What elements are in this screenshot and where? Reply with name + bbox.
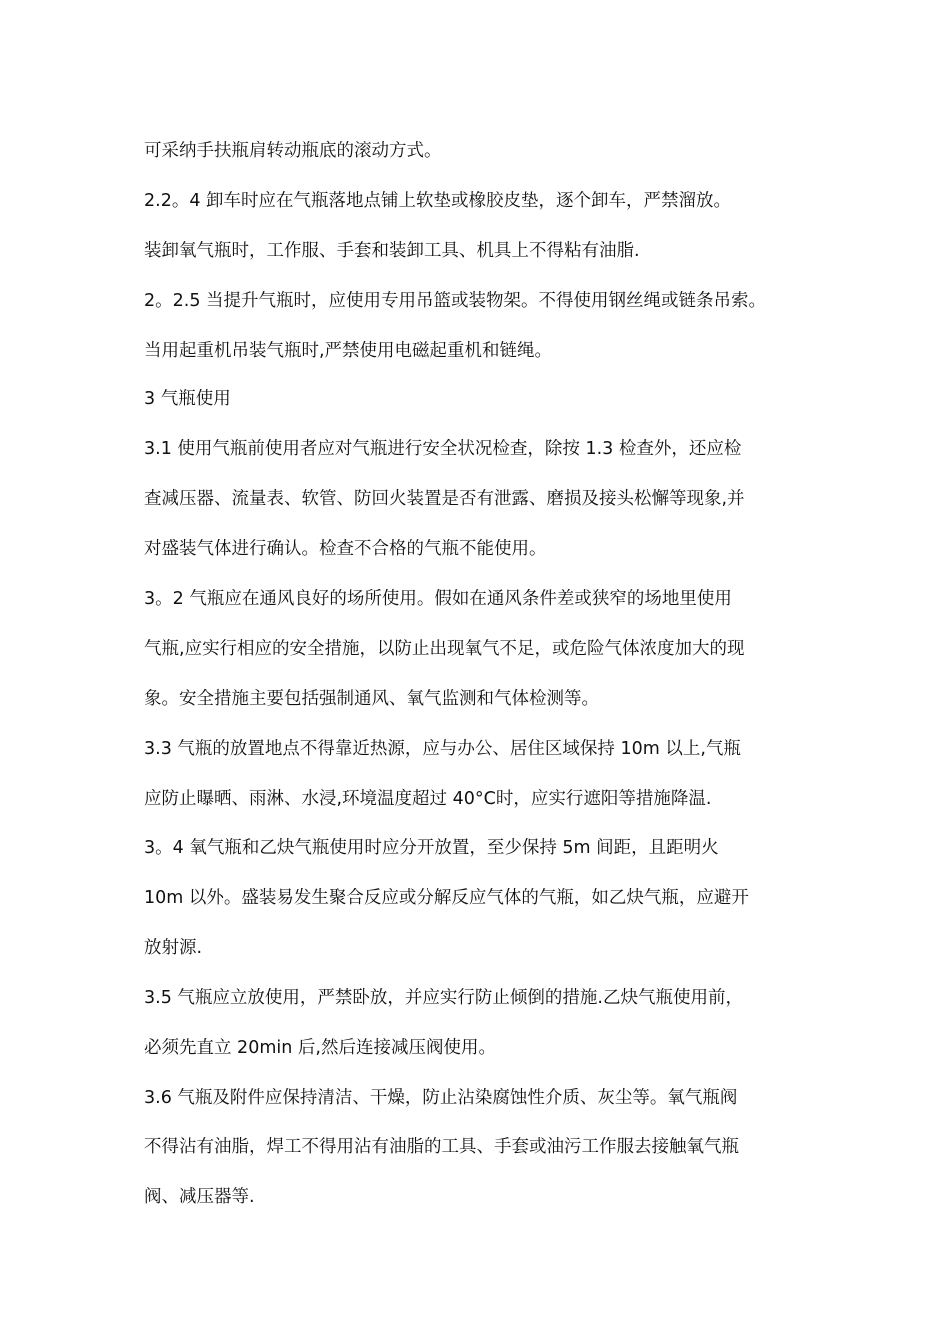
text-line: 2.2。4 卸车时应在气瓶落地点铺上软垫或橡胶皮垫，逐个卸车，严禁溜放。 (144, 191, 732, 211)
text-line: 3。4 氧气瓶和乙炔气瓶使用时应分开放置，至少保持 5m 间距，且距明火 (144, 838, 719, 858)
text-line: 可采纳手扶瓶肩转动瓶底的滚动方式。 (144, 141, 442, 161)
text-line: 3.1 使用气瓶前使用者应对气瓶进行安全状况检查，除按 1.3 检查外，还应检 (144, 439, 742, 459)
text-line: 必须先直立 20min 后,然后连接减压阀使用。 (144, 1038, 496, 1058)
text-line: 放射源. (144, 938, 203, 958)
text-line: 气瓶,应实行相应的安全措施，以防止出现氧气不足，或危险气体浓度加大的现 (144, 639, 745, 659)
text-line: 不得沾有油脂，焊工不得用沾有油脂的工具、手套或油污工作服去接触氧气瓶 (144, 1137, 739, 1157)
text-line: 2。2.5 当提升气瓶时，应使用专用吊篮或装物架。不得使用钢丝绳或链条吊索。 (144, 291, 767, 311)
text-line: 3.5 气瓶应立放使用，严禁卧放，并应实行防止倾倒的措施.乙炔气瓶使用前， (144, 988, 743, 1008)
text-line: 查减压器、流量表、软管、防回火装置是否有泄露、磨损及接头松懈等现象,并 (144, 489, 745, 509)
text-line: 3.6 气瓶及附件应保持清洁、干燥，防止沾染腐蚀性介质、灰尘等。氧气瓶阀 (144, 1088, 738, 1108)
text-line: 对盛装气体进行确认。检查不合格的气瓶不能使用。 (144, 539, 547, 559)
text-line: 阀、减压器等. (144, 1187, 255, 1207)
text-line: 装卸氧气瓶时，工作服、手套和装卸工具、机具上不得粘有油脂. (144, 241, 640, 261)
section-heading: 3 气瓶使用 (144, 389, 231, 409)
text-line: 象。安全措施主要包括强制通风、氧气监测和气体检测等。 (144, 689, 599, 709)
text-line: 3.3 气瓶的放置地点不得靠近热源，应与办公、居住区域保持 10m 以上,气瓶 (144, 739, 741, 759)
text-line: 10m 以外。盛装易发生聚合反应或分解反应气体的气瓶，如乙炔气瓶，应避开 (144, 888, 749, 908)
text-line: 3。2 气瓶应在通风良好的场所使用。假如在通风条件差或狭窄的场地里使用 (144, 589, 732, 609)
text-line: 当用起重机吊装气瓶时,严禁使用电磁起重机和链绳。 (144, 341, 553, 361)
text-line: 应防止曝晒、雨淋、水浸,环境温度超过 40°C时，应实行遮阳等措施降温. (144, 789, 712, 809)
